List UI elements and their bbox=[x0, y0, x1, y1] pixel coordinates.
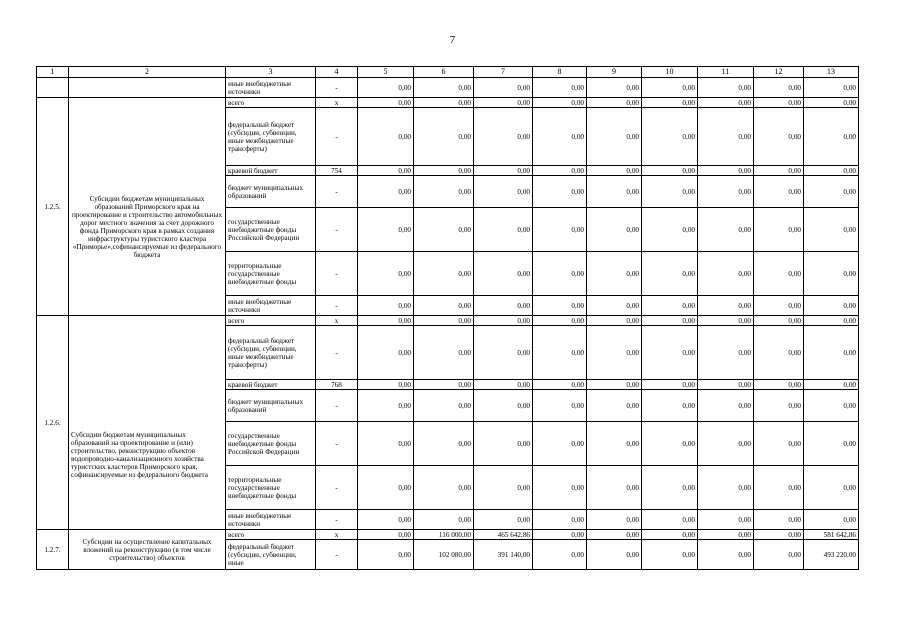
value-cell: 0,00 bbox=[698, 380, 754, 390]
value-cell: 0,00 bbox=[698, 530, 754, 540]
code-cell: - bbox=[316, 296, 358, 316]
value-cell: 0,00 bbox=[698, 98, 754, 108]
col-number: 3 bbox=[226, 67, 316, 78]
code-cell: - bbox=[316, 390, 358, 422]
code-cell: - bbox=[316, 252, 358, 296]
col-number: 1 bbox=[37, 67, 69, 78]
value-cell: 0,00 bbox=[587, 296, 642, 316]
value-cell: 0,00 bbox=[804, 252, 859, 296]
value-cell: 0,00 bbox=[533, 540, 587, 570]
value-cell: 493 220,00 bbox=[804, 540, 859, 570]
value-cell: 0,00 bbox=[533, 316, 587, 326]
source-cell: территориальные государственные внебюджетные фонды bbox=[226, 252, 316, 296]
value-cell: 0,00 bbox=[754, 98, 804, 108]
value-cell: 0,00 bbox=[698, 208, 754, 252]
source-cell: краевой бюджет bbox=[226, 380, 316, 390]
code-cell: x bbox=[316, 530, 358, 540]
value-cell: 0,00 bbox=[642, 390, 698, 422]
value-cell: 0,00 bbox=[754, 422, 804, 466]
value-cell: 0,00 bbox=[587, 326, 642, 380]
value-cell: 0,00 bbox=[642, 422, 698, 466]
value-cell: 0,00 bbox=[358, 466, 414, 510]
source-cell: территориальные государственные внебюджетные фонды bbox=[226, 466, 316, 510]
value-cell: 0,00 bbox=[698, 176, 754, 208]
code-cell: - bbox=[316, 510, 358, 530]
value-cell: 0,00 bbox=[642, 78, 698, 98]
value-cell: 0,00 bbox=[587, 422, 642, 466]
col-number: 12 bbox=[754, 67, 804, 78]
value-cell: 0,00 bbox=[414, 390, 474, 422]
value-cell: 0,00 bbox=[587, 530, 642, 540]
value-cell: 0,00 bbox=[358, 540, 414, 570]
value-cell: 0,00 bbox=[642, 326, 698, 380]
value-cell: 0,00 bbox=[414, 78, 474, 98]
value-cell: 0,00 bbox=[474, 316, 533, 326]
value-cell: 0,00 bbox=[358, 166, 414, 176]
value-cell: 0,00 bbox=[474, 108, 533, 166]
value-cell: 102 080,00 bbox=[414, 540, 474, 570]
source-cell: краевой бюджет bbox=[226, 166, 316, 176]
value-cell: 0,00 bbox=[754, 316, 804, 326]
value-cell: 0,00 bbox=[474, 380, 533, 390]
value-cell: 0,00 bbox=[642, 252, 698, 296]
code-cell: - bbox=[316, 466, 358, 510]
table-row bbox=[37, 530, 859, 540]
value-cell: 465 642,86 bbox=[474, 530, 533, 540]
value-cell: 0,00 bbox=[414, 208, 474, 252]
value-cell: 0,00 bbox=[474, 466, 533, 510]
value-cell: 0,00 bbox=[754, 296, 804, 316]
item-description-cell: Субсидии бюджетам муниципальных образований на проектирование и (или) строительство, реконструкцию объектов водопроводно-канализационного хозяйства туристских кластеров Приморского края, софинансируемые из федерального бюджета bbox=[69, 316, 226, 530]
page-number: 7 bbox=[449, 34, 456, 46]
table-row bbox=[37, 78, 859, 98]
value-cell: 0,00 bbox=[533, 166, 587, 176]
value-cell: 0,00 bbox=[533, 208, 587, 252]
value-cell: 0,00 bbox=[804, 98, 859, 108]
value-cell: 0,00 bbox=[698, 252, 754, 296]
value-cell: 0,00 bbox=[533, 530, 587, 540]
value-cell: 0,00 bbox=[474, 98, 533, 108]
value-cell: 0,00 bbox=[358, 326, 414, 380]
value-cell: 0,00 bbox=[533, 466, 587, 510]
value-cell: 0,00 bbox=[414, 176, 474, 208]
item-description-cell: Субсидии бюджетам муниципальных образований Приморского края на проектирование и строительство автомобильных дорог местного значения за счет дорожного фонда Приморского края в рамках создания инфраструктуры туристского кластера «Приморье»,софинансируемые из федерального бюджета bbox=[69, 98, 226, 316]
value-cell: 0,00 bbox=[642, 530, 698, 540]
value-cell: 0,00 bbox=[414, 166, 474, 176]
value-cell: 0,00 bbox=[587, 176, 642, 208]
value-cell: 0,00 bbox=[642, 466, 698, 510]
source-cell: иные внебюджетные источники bbox=[226, 78, 316, 98]
value-cell: 0,00 bbox=[533, 510, 587, 530]
value-cell: 0,00 bbox=[474, 166, 533, 176]
value-cell: 0,00 bbox=[474, 326, 533, 380]
source-cell: федеральный бюджет (субсидии, субвенции, иные bbox=[226, 540, 316, 570]
value-cell: 0,00 bbox=[804, 390, 859, 422]
col-number: 7 bbox=[474, 67, 533, 78]
value-cell: 0,00 bbox=[587, 390, 642, 422]
value-cell: 0,00 bbox=[804, 176, 859, 208]
value-cell: 0,00 bbox=[474, 252, 533, 296]
value-cell: 0,00 bbox=[698, 78, 754, 98]
value-cell: 0,00 bbox=[587, 98, 642, 108]
table-row bbox=[37, 316, 859, 326]
value-cell: 0,00 bbox=[698, 166, 754, 176]
value-cell: 0,00 bbox=[587, 166, 642, 176]
item-number-cell: 1.2.5. bbox=[37, 98, 69, 316]
col-number: 10 bbox=[642, 67, 698, 78]
value-cell: 0,00 bbox=[642, 316, 698, 326]
table-row bbox=[37, 98, 859, 108]
col-number: 5 bbox=[358, 67, 414, 78]
value-cell: 0,00 bbox=[474, 176, 533, 208]
value-cell: 0,00 bbox=[414, 252, 474, 296]
value-cell: 0,00 bbox=[642, 208, 698, 252]
value-cell: 0,00 bbox=[474, 390, 533, 422]
value-cell: 0,00 bbox=[698, 108, 754, 166]
col-number: 11 bbox=[698, 67, 754, 78]
value-cell: 0,00 bbox=[642, 510, 698, 530]
value-cell: 0,00 bbox=[414, 296, 474, 316]
value-cell: 0,00 bbox=[698, 326, 754, 380]
value-cell: 0,00 bbox=[698, 316, 754, 326]
value-cell: 0,00 bbox=[698, 510, 754, 530]
value-cell: 0,00 bbox=[754, 108, 804, 166]
value-cell: 0,00 bbox=[754, 390, 804, 422]
source-cell: федеральный бюджет (субсидии, субвенции, иные межбюджетные трансферты) bbox=[226, 108, 316, 166]
value-cell: 0,00 bbox=[754, 326, 804, 380]
value-cell: 0,00 bbox=[804, 316, 859, 326]
value-cell: 0,00 bbox=[804, 166, 859, 176]
value-cell: 0,00 bbox=[754, 252, 804, 296]
value-cell: 0,00 bbox=[754, 78, 804, 98]
source-cell: государственные внебюджетные фонды Российской Федерации bbox=[226, 208, 316, 252]
value-cell: 0,00 bbox=[358, 530, 414, 540]
col-number: 6 bbox=[414, 67, 474, 78]
value-cell: 0,00 bbox=[358, 98, 414, 108]
value-cell: 0,00 bbox=[533, 380, 587, 390]
col-number: 2 bbox=[69, 67, 226, 78]
value-cell: 0,00 bbox=[804, 78, 859, 98]
value-cell: 0,00 bbox=[414, 98, 474, 108]
value-cell: 0,00 bbox=[754, 530, 804, 540]
value-cell: 0,00 bbox=[587, 252, 642, 296]
value-cell: 0,00 bbox=[587, 78, 642, 98]
source-cell: всего bbox=[226, 98, 316, 108]
value-cell: 0,00 bbox=[642, 176, 698, 208]
value-cell: 0,00 bbox=[533, 176, 587, 208]
value-cell: 0,00 bbox=[698, 540, 754, 570]
source-cell: иные внебюджетные источники bbox=[226, 510, 316, 530]
code-cell: - bbox=[316, 78, 358, 98]
value-cell: 0,00 bbox=[642, 166, 698, 176]
value-cell: 0,00 bbox=[474, 510, 533, 530]
value-cell: 0,00 bbox=[414, 326, 474, 380]
value-cell: 0,00 bbox=[358, 208, 414, 252]
item-description-cell bbox=[69, 78, 226, 98]
value-cell: 0,00 bbox=[533, 252, 587, 296]
value-cell: 0,00 bbox=[414, 510, 474, 530]
value-cell: 0,00 bbox=[358, 78, 414, 98]
value-cell: 0,00 bbox=[358, 108, 414, 166]
code-cell: - bbox=[316, 176, 358, 208]
source-cell: федеральный бюджет (субсидии, субвенции, иные межбюджетные трансферты) bbox=[226, 326, 316, 380]
value-cell: 0,00 bbox=[358, 390, 414, 422]
budget-table bbox=[36, 66, 859, 570]
code-cell: - bbox=[316, 540, 358, 570]
source-cell: всего bbox=[226, 316, 316, 326]
code-cell: - bbox=[316, 422, 358, 466]
value-cell: 0,00 bbox=[804, 466, 859, 510]
value-cell: 0,00 bbox=[414, 316, 474, 326]
column-number-row bbox=[37, 67, 859, 78]
col-number: 9 bbox=[587, 67, 642, 78]
value-cell: 0,00 bbox=[587, 540, 642, 570]
value-cell: 0,00 bbox=[587, 316, 642, 326]
value-cell: 0,00 bbox=[587, 380, 642, 390]
item-number-cell bbox=[37, 78, 69, 98]
item-number-cell: 1.2.6. bbox=[37, 316, 69, 530]
value-cell: 0,00 bbox=[533, 98, 587, 108]
value-cell: 0,00 bbox=[533, 390, 587, 422]
value-cell: 0,00 bbox=[358, 380, 414, 390]
value-cell: 0,00 bbox=[804, 326, 859, 380]
value-cell: 0,00 bbox=[358, 316, 414, 326]
value-cell: 0,00 bbox=[358, 252, 414, 296]
value-cell: 0,00 bbox=[804, 422, 859, 466]
col-number: 13 bbox=[804, 67, 859, 78]
code-cell: - bbox=[316, 108, 358, 166]
value-cell: 0,00 bbox=[414, 422, 474, 466]
code-cell: 754 bbox=[316, 166, 358, 176]
value-cell: 0,00 bbox=[642, 540, 698, 570]
value-cell: 0,00 bbox=[474, 422, 533, 466]
value-cell: 0,00 bbox=[804, 296, 859, 316]
value-cell: 0,00 bbox=[474, 296, 533, 316]
value-cell: 0,00 bbox=[698, 390, 754, 422]
value-cell: 0,00 bbox=[414, 466, 474, 510]
value-cell: 0,00 bbox=[642, 296, 698, 316]
value-cell: 0,00 bbox=[754, 466, 804, 510]
value-cell: 0,00 bbox=[587, 108, 642, 166]
code-cell: - bbox=[316, 208, 358, 252]
value-cell: 0,00 bbox=[642, 108, 698, 166]
value-cell: 0,00 bbox=[754, 380, 804, 390]
value-cell: 0,00 bbox=[587, 510, 642, 530]
value-cell: 0,00 bbox=[587, 208, 642, 252]
value-cell: 581 642,86 bbox=[804, 530, 859, 540]
code-cell: 768 bbox=[316, 380, 358, 390]
value-cell: 0,00 bbox=[533, 78, 587, 98]
col-number: 8 bbox=[533, 67, 587, 78]
value-cell: 0,00 bbox=[414, 380, 474, 390]
item-number-cell: 1.2.7. bbox=[37, 530, 69, 570]
code-cell: x bbox=[316, 98, 358, 108]
value-cell: 0,00 bbox=[754, 166, 804, 176]
value-cell: 0,00 bbox=[804, 108, 859, 166]
source-cell: бюджет муниципальных образований bbox=[226, 176, 316, 208]
value-cell: 0,00 bbox=[754, 176, 804, 208]
value-cell: 0,00 bbox=[414, 108, 474, 166]
value-cell: 391 140,00 bbox=[474, 540, 533, 570]
value-cell: 0,00 bbox=[533, 422, 587, 466]
value-cell: 0,00 bbox=[642, 380, 698, 390]
value-cell: 0,00 bbox=[754, 540, 804, 570]
source-cell: государственные внебюджетные фонды Российской Федерации bbox=[226, 422, 316, 466]
value-cell: 0,00 bbox=[358, 296, 414, 316]
value-cell: 0,00 bbox=[358, 422, 414, 466]
value-cell: 0,00 bbox=[754, 510, 804, 530]
code-cell: x bbox=[316, 316, 358, 326]
value-cell: 0,00 bbox=[804, 208, 859, 252]
source-cell: всего bbox=[226, 530, 316, 540]
value-cell: 0,00 bbox=[698, 422, 754, 466]
value-cell: 116 000,00 bbox=[414, 530, 474, 540]
value-cell: 0,00 bbox=[358, 510, 414, 530]
value-cell: 0,00 bbox=[804, 510, 859, 530]
value-cell: 0,00 bbox=[474, 208, 533, 252]
value-cell: 0,00 bbox=[533, 326, 587, 380]
value-cell: 0,00 bbox=[642, 98, 698, 108]
source-cell: бюджет муниципальных образований bbox=[226, 390, 316, 422]
source-cell: иные внебюджетные источники bbox=[226, 296, 316, 316]
col-number: 4 bbox=[316, 67, 358, 78]
value-cell: 0,00 bbox=[474, 78, 533, 98]
value-cell: 0,00 bbox=[533, 108, 587, 166]
value-cell: 0,00 bbox=[804, 380, 859, 390]
value-cell: 0,00 bbox=[698, 466, 754, 510]
value-cell: 0,00 bbox=[358, 176, 414, 208]
value-cell: 0,00 bbox=[533, 296, 587, 316]
code-cell: - bbox=[316, 326, 358, 380]
item-description-cell: Субсидии на осуществление капитальных вложений на реконструкцию (в том числе строительство) объектов bbox=[69, 530, 226, 570]
value-cell: 0,00 bbox=[698, 296, 754, 316]
value-cell: 0,00 bbox=[754, 208, 804, 252]
value-cell: 0,00 bbox=[587, 466, 642, 510]
